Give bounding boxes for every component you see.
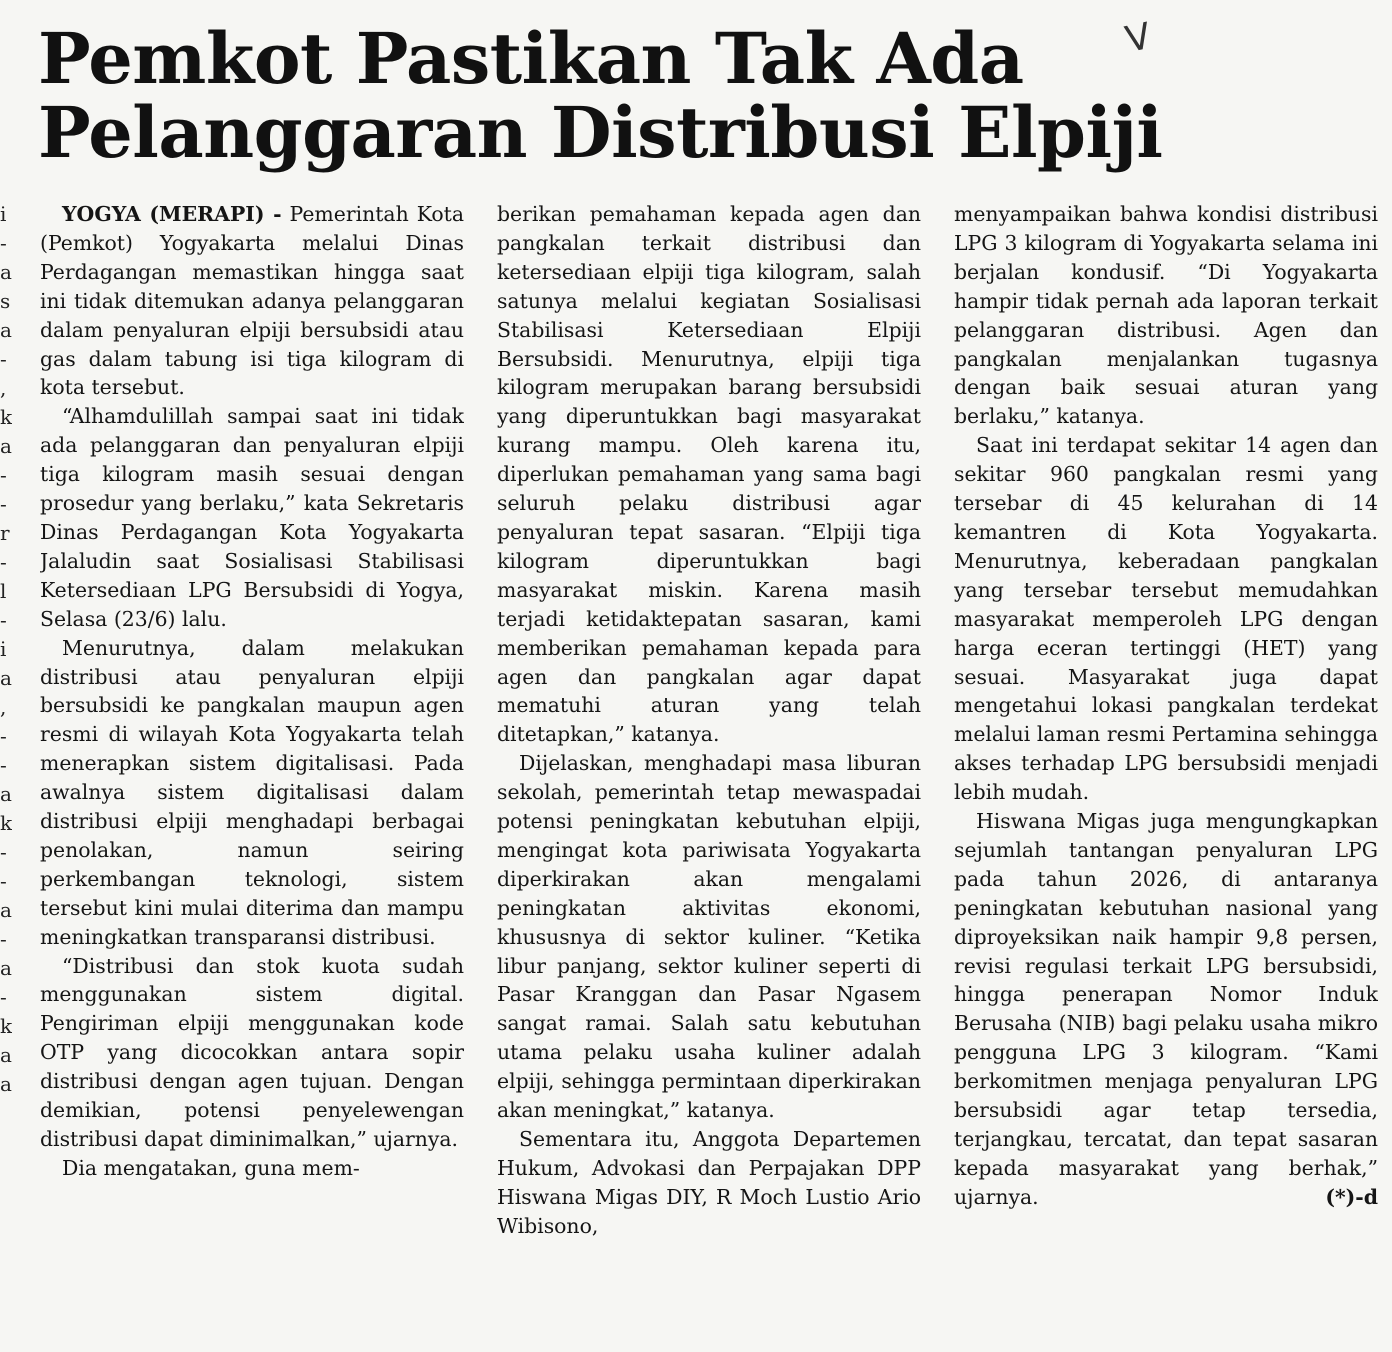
author-signature: (*)-d bbox=[1325, 1184, 1378, 1209]
paragraph: Dijelaskan, menghadapi masa liburan sekolah, pemerintah tetap mewaspadai potensi peningkatan kebutuhan elpiji, mengingat kota pariwisata Yogyakarta diperkirakan akan mengalami peningkatan aktivitas ekonomi, khususnya di sektor kuliner. “Ketika libur panjang, sektor kuliner seperti di Pasar Kranggan dan Pasar Ngasem sangat ramai. Salah satu kebutuhan utama pelaku usaha kuliner adalah elpiji, sehingga permintaan diperkirakan akan meningkat,” katanya. bbox=[497, 751, 921, 1123]
paragraph: YOGYA (MERAPI) - Pemerintah Kota (Pemkot) Yogyakarta melalui Dinas Perdagangan memastikan hingga saat ini tidak ditemukan adanya pelanggaran dalam penyaluran elpiji bersubsidi atau gas dalam tabung isi tiga kilogram di kota tersebut. bbox=[40, 202, 464, 400]
article-column-3 bbox=[954, 200, 1378, 1300]
headline bbox=[38, 17, 1298, 174]
paragraph: “Distribusi dan stok kuota sudah menggunakan sistem digital. Pengiriman elpiji menggunakan kode OTP yang dicocokkan antara sopir distribusi dengan agen tujuan. Dengan demikian, potensi penyelewengan distribusi dapat diminimalkan,” ujarnya. bbox=[40, 953, 464, 1151]
headline-line-1: Pemkot Pastikan Tak Ada bbox=[38, 17, 1024, 100]
paragraph: “Alhamdulillah sampai saat ini tidak ada pelanggaran dan penyaluran elpiji tiga kilogram masih sesuai dengan prosedur yang berlaku,” kata Sekretaris Dinas Perdagangan Kota Yogyakarta Jalaludin saat Sosialisasi Stabilisasi Ketersediaan LPG Bersubsidi di Yogya, Selasa (23/6) lalu. bbox=[40, 404, 464, 631]
paragraph: menyampaikan bahwa kondisi distribusi LPG 3 kilogram di Yogyakarta selama ini berjalan kondusif. “Di Yogyakarta hampir tidak pernah ada laporan terkait pelanggaran distribusi. Agen dan pangkalan menjalankan tugasnya dengan baik sesuai aturan yang berlaku,” katanya. bbox=[954, 202, 1378, 429]
handwritten-margin-mark: V bbox=[1122, 15, 1155, 62]
cropped-neighbor-column: i - a s a - , k a - - r - l - i a , - - a k - - a - a - k a a bbox=[0, 202, 12, 1096]
paragraph: Sementara itu, Anggota Departemen Hukum, Advokasi dan Perpajakan DPP Hiswana Migas DIY, R Moch Lustio Ario Wibisono, bbox=[497, 1127, 921, 1238]
paragraph: Hiswana Migas juga mengungkapkan sejumlah tantangan penyaluran LPG pada tahun 2026, di antaranya peningkatan kebutuhan nasional yang diproyeksikan naik hampir 9,8 persen, revisi regulasi terkait LPG bersubsidi, hingga penerapan Nomor Induk Berusaha (NIB) bagi pelaku usaha mikro pengguna LPG 3 kilogram. “Kami berkomitmen menjaga penyaluran LPG bersubsidi agar tetap tersedia, terjangkau, tercatat, dan tepat sasaran kepada masyarakat yang berhak,” ujarnya. (*)-d bbox=[954, 807, 1378, 1212]
headline-line-2: Pelanggaran Distribusi Elpiji bbox=[38, 91, 1163, 174]
dateline: YOGYA (MERAPI) - bbox=[62, 202, 282, 226]
paragraph: berikan pemahaman kepada agen dan pangkalan terkait distribusi dan ketersediaan elpiji tiga kilogram, salah satunya melalui kegiatan Sosialisasi Stabilisasi Ketersediaan Elpiji Bersubsidi. Menurutnya, elpiji tiga kilogram merupakan barang bersubsidi yang diperuntukkan bagi masyarakat kurang mampu. Oleh karena itu, diperlukan pemahaman yang sama bagi seluruh pelaku distribusi agar penyaluran tepat sasaran. “Elpiji tiga kilogram diperuntukkan bagi masyarakat miskin. Karena masih terjadi ketidaktepatan sasaran, kami memberikan pemahaman kepada para agen dan pangkalan agar dapat mematuhi aturan yang telah ditetapkan,” katanya. bbox=[497, 202, 921, 747]
paragraph: Menurutnya, dalam melakukan distribusi atau penyaluran elpiji bersubsidi ke pangkalan maupun agen resmi di wilayah Kota Yogyakarta telah menerapkan sistem digitalisasi. Pada awalnya sistem digitalisasi dalam distribusi elpiji menghadapi berbagai penolakan, namun seiring perkembangan teknologi, sistem tersebut kini mulai diterima dan mampu meningkatkan transparansi distribusi. bbox=[40, 635, 464, 949]
paragraph: Dia mengatakan, guna mem- bbox=[62, 1155, 360, 1180]
article-column-1 bbox=[40, 200, 464, 1300]
article-column-2 bbox=[497, 200, 921, 1300]
paragraph: Saat ini terdapat sekitar 14 agen dan sekitar 960 pangkalan resmi yang tersebar di 45 kelurahan di 14 kemantren di Kota Yogyakarta. Menurutnya, keberadaan pangkalan yang tersebar tersebut memudahkan masyarakat memperoleh LPG dengan harga eceran tertinggi (HET) yang sesuai. Masyarakat juga dapat mengetahui lokasi pangkalan terdekat melalui laman resmi Pertamina sehingga akses terhadap LPG bersubsidi menjadi lebih mudah. bbox=[954, 433, 1378, 805]
